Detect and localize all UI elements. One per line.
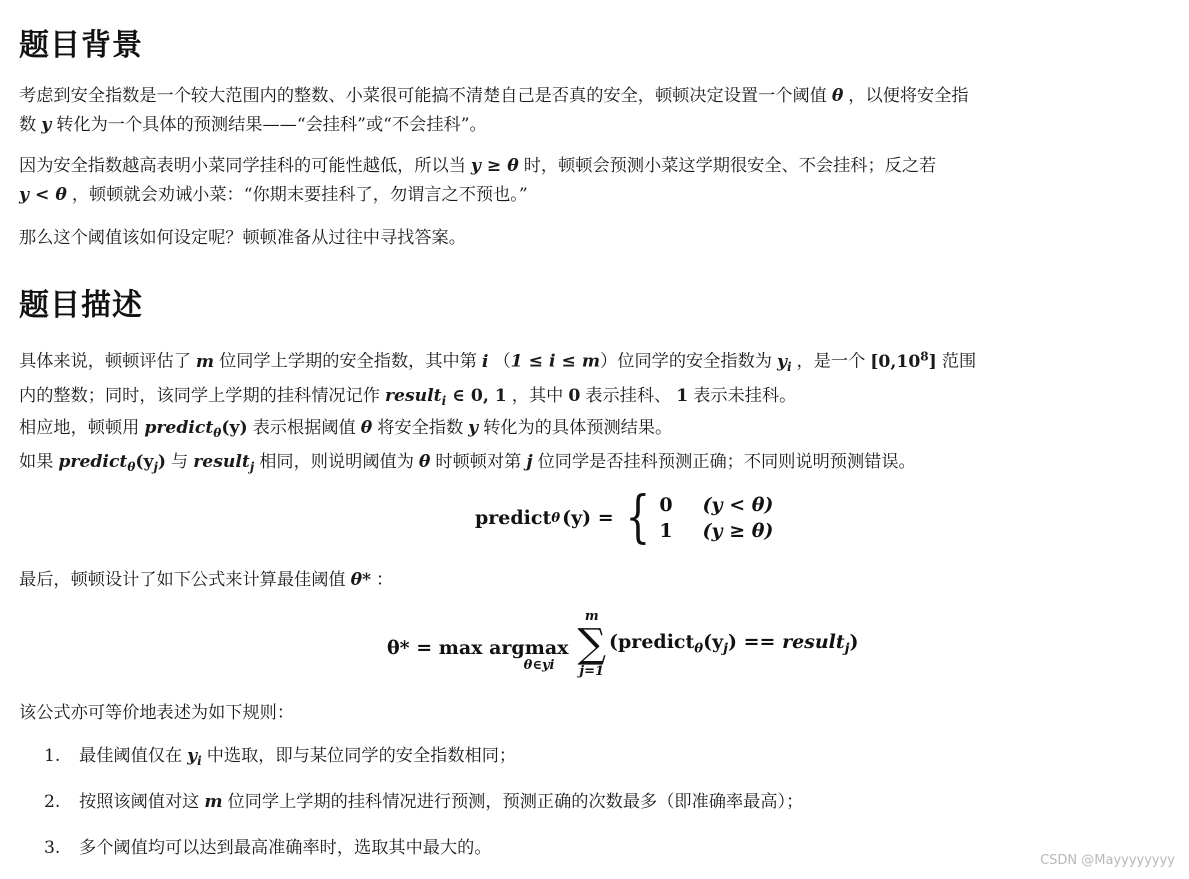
math-sub: j bbox=[844, 641, 850, 657]
watermark: CSDN @Mayyyyyyyy bbox=[1040, 853, 1175, 868]
math-theta: θ bbox=[418, 452, 431, 473]
text: 多个阈值均可以达到最高准确率时，选取其中最大的。 bbox=[79, 838, 492, 858]
text: 中选取，即与某位同学的安全指数相同； bbox=[206, 746, 517, 766]
case-condition: (y ≥ θ) bbox=[702, 520, 774, 542]
formula-predict-label: predict bbox=[475, 507, 552, 529]
description-paragraph-4 bbox=[19, 566, 1179, 595]
background-paragraph-2 bbox=[19, 152, 1179, 210]
math-sub: j bbox=[153, 460, 158, 475]
text: ，是一个 bbox=[796, 351, 866, 372]
math-one: 1 bbox=[676, 385, 689, 406]
text: 内的整数；同时，该同学上学期的挂科情况记作 bbox=[19, 385, 380, 406]
rules-list bbox=[44, 741, 803, 879]
case-row bbox=[659, 520, 773, 542]
case-condition: (y < θ) bbox=[702, 494, 774, 516]
text: 相应地，顿顿用 bbox=[19, 418, 140, 438]
text: 转化为一个具体的预测结果——“会挂科”或“不会挂科”。 bbox=[56, 115, 487, 135]
math-y: y bbox=[776, 351, 787, 372]
list-item bbox=[44, 787, 803, 833]
math-condition: y ≥ θ bbox=[470, 156, 519, 176]
math-arg-close: ) bbox=[157, 452, 167, 473]
math-predict: predict bbox=[144, 418, 214, 438]
text: 因为安全指数越高表明小菜同学挂科的可能性越低，所以当 bbox=[19, 156, 466, 176]
formula-eq: ) == bbox=[727, 631, 776, 654]
math-y: y bbox=[41, 115, 52, 135]
predict-formula bbox=[475, 485, 774, 550]
math-sub: j bbox=[723, 641, 728, 657]
math-predict: predict bbox=[58, 452, 128, 473]
text: 表示根据阈值 bbox=[252, 418, 356, 438]
math-sub: θ bbox=[551, 510, 561, 526]
text: ）位同学的安全指数为 bbox=[600, 351, 772, 372]
list-item bbox=[44, 833, 803, 879]
text: 将安全指数 bbox=[377, 418, 464, 438]
text: 具体来说，顿顿评估了 bbox=[19, 351, 191, 372]
summation bbox=[577, 609, 606, 679]
formula-lhs-arg: (y) = bbox=[562, 507, 614, 529]
section-title-background: 题目背景 bbox=[19, 28, 143, 63]
math-sub: θ bbox=[694, 641, 704, 657]
math-sub: i bbox=[786, 359, 792, 374]
math-arg: (y bbox=[135, 452, 154, 473]
background-paragraph-1 bbox=[19, 82, 1179, 140]
text: 位同学上学期的安全指数，其中第 bbox=[219, 351, 477, 372]
math-interval: [0,10 bbox=[870, 351, 921, 372]
formula-cases bbox=[659, 494, 773, 542]
text: 表示挂科、 bbox=[585, 385, 672, 406]
case-row bbox=[659, 494, 773, 516]
text: 按照该阈值对这 bbox=[79, 792, 200, 812]
sigma-icon: ∑ bbox=[577, 621, 607, 667]
text: 最佳阈值仅在 bbox=[79, 746, 183, 766]
math-interval-close: ] bbox=[928, 351, 937, 372]
formula-close: ) bbox=[849, 631, 859, 654]
text: 相同，则说明阈值为 bbox=[259, 452, 414, 473]
text: 范围 bbox=[941, 351, 977, 372]
text: （ bbox=[493, 351, 511, 372]
argmax-formula bbox=[381, 608, 858, 680]
argmax-operator bbox=[387, 638, 568, 673]
math-theta-star: θ* bbox=[350, 570, 372, 590]
math-sub: θ bbox=[213, 426, 222, 441]
text: 表示未挂科。 bbox=[693, 385, 797, 406]
math-y: y bbox=[468, 418, 479, 438]
description-paragraph-5: 该公式亦可等价地表述为如下规则： bbox=[19, 703, 295, 723]
sum-lower: j=1 bbox=[579, 664, 605, 679]
text: ，顿顿就会劝诫小菜：“你期末要挂科了，勿谓言之不预也。” bbox=[71, 185, 528, 205]
math-y: y bbox=[187, 746, 198, 766]
math-set: ∈ 0, 1 bbox=[452, 385, 507, 406]
case-value: 1 bbox=[659, 520, 673, 542]
description-paragraph-2 bbox=[19, 414, 1179, 482]
math-condition: y < θ bbox=[19, 185, 67, 205]
math-m: m bbox=[204, 792, 223, 812]
list-item bbox=[44, 741, 803, 787]
math-theta: θ bbox=[360, 418, 373, 438]
math-m: m bbox=[195, 351, 215, 372]
text: 考虑到安全指数是一个较大范围内的整数、小菜很可能搞不清楚自己是否真的安全，顿顿决定设置一个阈值 bbox=[19, 86, 827, 106]
text: 位同学上学期的挂科情况进行预测，预测正确的次数最多（即准确率最高）； bbox=[227, 792, 804, 812]
argmax-subscript: θ∈yi bbox=[523, 657, 555, 673]
math-sup: 8 bbox=[920, 349, 929, 363]
formula-lhs: θ* = max argmax bbox=[387, 636, 569, 659]
math-arg: (y) bbox=[221, 418, 248, 438]
text: 如果 bbox=[19, 452, 54, 473]
math-sub: i bbox=[441, 394, 447, 409]
sum-upper: m bbox=[584, 609, 599, 624]
math-j: j bbox=[526, 452, 533, 473]
math-result: result bbox=[193, 452, 250, 473]
math-range: 1 ≤ i ≤ m bbox=[510, 351, 601, 372]
text: 与 bbox=[171, 452, 189, 473]
text: 时顿顿对第 bbox=[435, 452, 522, 473]
background-paragraph-3: 那么这个阈值该如何设定呢？顿顿准备从过往中寻找答案。 bbox=[19, 228, 466, 248]
math-sub: θ bbox=[127, 460, 136, 475]
text: 时，顿顿会预测小菜这学期很安全、不会挂科；反之若 bbox=[523, 156, 937, 176]
list-number: 2. bbox=[44, 792, 61, 812]
math-i: i bbox=[481, 351, 489, 372]
text: ： bbox=[376, 570, 394, 590]
section-title-description: 题目描述 bbox=[19, 288, 143, 323]
math-theta: θ bbox=[831, 86, 844, 106]
description-paragraph-1 bbox=[19, 342, 1179, 416]
text: 转化为的具体预测结果。 bbox=[483, 418, 673, 438]
list-number: 1. bbox=[44, 746, 61, 766]
math-zero: 0 bbox=[568, 385, 581, 406]
math-sub: j bbox=[249, 460, 255, 475]
text: 最后，顿顿设计了如下公式来计算最佳阈值 bbox=[19, 570, 346, 590]
text: 位同学是否挂科预测正确；不同则说明预测错误。 bbox=[537, 452, 916, 473]
formula-body: (predict bbox=[609, 631, 695, 654]
left-brace-icon: { bbox=[625, 485, 650, 550]
case-value: 0 bbox=[659, 494, 673, 516]
formula-result: result bbox=[782, 631, 845, 654]
math-result: result bbox=[384, 385, 442, 406]
formula-arg: (y bbox=[703, 631, 724, 654]
text: ，以便将安全指 bbox=[848, 86, 969, 106]
text: 数 bbox=[19, 115, 37, 135]
list-number: 3. bbox=[44, 838, 61, 858]
text: ，其中 bbox=[511, 385, 564, 406]
math-sub: i bbox=[197, 754, 202, 769]
